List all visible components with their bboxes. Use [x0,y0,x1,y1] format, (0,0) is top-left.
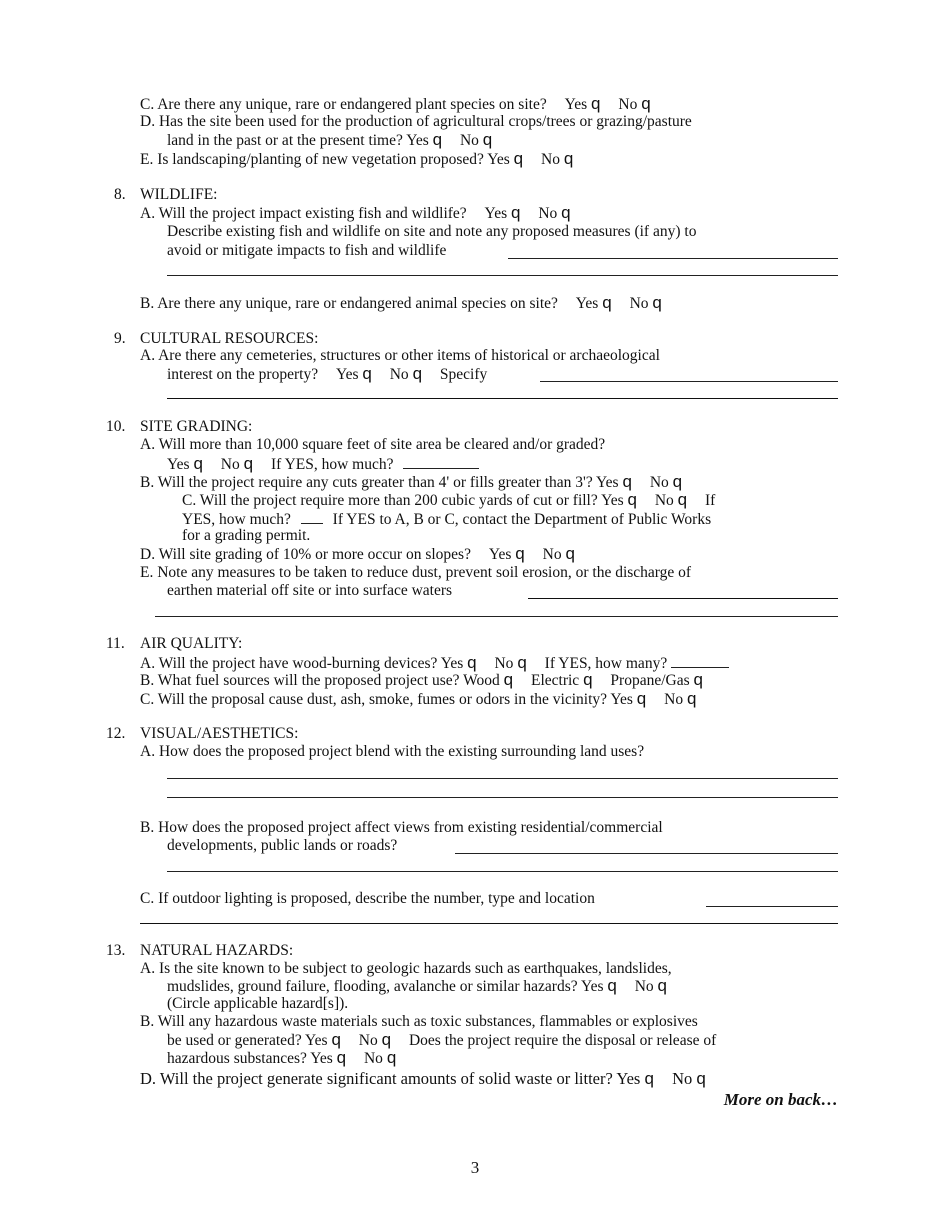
section-9-title: CULTURAL RESOURCES: [140,330,319,347]
checkbox-10b-no[interactable]: q [672,472,683,491]
answer-line-8a-2[interactable] [167,275,838,276]
question-7e: E. Is landscaping/planting of new vegetation proposed? Yes q No q [140,149,574,168]
checkbox-10d-no[interactable]: q [565,544,575,563]
section-8-number: 8. [114,186,126,203]
question-10c-line2: YES, how much? If YES to A, B or C, contact the Department of Public Works [182,511,712,528]
checkbox-10b-yes[interactable]: q [622,472,632,491]
question-13b-line1: B. Will any hazardous waste materials such as toxic substances, flammables or explosives [140,1013,698,1030]
more-on-back-note: More on back… [723,1090,838,1109]
section-13-title: NATURAL HAZARDS: [140,942,294,959]
question-10c: C. Will the project require more than 200 cubic yards of cut or fill? Yes q No q If [182,490,716,509]
checkbox-11b-electric[interactable]: q [583,670,593,689]
checkbox-8a-no[interactable]: q [561,203,571,222]
howmuch-field-10a[interactable] [403,454,479,469]
checkbox-11c-no[interactable]: q [686,689,697,708]
checkbox-13a-yes[interactable]: q [607,976,617,995]
question-10a-line1: A. Will more than 10,000 square feet of site area be cleared and/or graded? [140,436,606,453]
question-13a-line3: (Circle applicable hazard[s]). [167,995,349,1012]
question-7c: C. Are there any unique, rare or endangered plant species on site? Yes q No q [140,94,651,113]
checkbox-11b-propane[interactable]: q [693,670,703,689]
question-13b: be used or generated? Yes q No q Does the project require the disposal or release of [167,1030,717,1049]
checkbox-8a-yes[interactable]: q [510,203,521,222]
checkbox-13d-no[interactable]: q [696,1069,706,1088]
answer-line-10e-2[interactable] [155,616,838,617]
checkbox-13b2-yes[interactable]: q [336,1048,347,1067]
answer-line-8a-1[interactable] [508,258,838,259]
section-10-title: SITE GRADING: [140,418,253,435]
checkbox-11b-wood[interactable]: q [503,670,514,689]
checkbox-7c-no[interactable]: q [641,94,651,113]
question-12b-line1: B. How does the proposed project affect views from existing residential/commercial [140,819,663,836]
question-12c: C. If outdoor lighting is proposed, describe the number, type and location [140,890,595,907]
question-13a: mudslides, ground failure, flooding, avalanche or similar hazards? Yes q No q [167,976,668,995]
question-10d: D. Will site grading of 10% or more occur on slopes? Yes q No q [140,544,575,563]
question-7d: land in the past or at the present time? Yes q No q [167,130,493,149]
checkbox-7d-yes[interactable]: q [432,130,443,149]
question-12b-line2: developments, public lands or roads? [167,837,398,854]
checkbox-9a-no[interactable]: q [412,364,423,383]
question-13d: D. Will the project generate significant amounts of solid waste or litter? Yes q No q [140,1069,706,1088]
answer-line-12c-1[interactable] [706,906,838,907]
checkbox-13b2-no[interactable]: q [386,1048,397,1067]
question-8b: B. Are there any unique, rare or endangered animal species on site? Yes q No q [140,293,662,312]
answer-line-12c-2[interactable] [140,923,838,924]
answer-line-12a-1[interactable] [167,778,838,779]
section-12-number: 12. [106,725,126,742]
question-11b: B. What fuel sources will the proposed project use? Wood q Electric q Propane/Gas q [140,670,703,689]
answer-line-9a[interactable] [167,398,838,399]
checkbox-11a-no[interactable]: q [517,653,527,672]
question-10e-line1: E. Note any measures to be taken to reduce dust, prevent soil erosion, or the discharge of [140,564,692,581]
answer-line-12b-2[interactable] [167,871,838,872]
page-number: 3 [470,1158,480,1177]
checkbox-8b-no[interactable]: q [652,293,662,312]
checkbox-7d-no[interactable]: q [482,130,493,149]
section-8-title: WILDLIFE: [140,186,218,203]
checkbox-10d-yes[interactable]: q [515,544,525,563]
question-10b: B. Will the project require any cuts greater than 4' or fills greater than 3'? Yes q No q [140,472,683,491]
checkbox-8b-yes[interactable]: q [602,293,612,312]
checkbox-10c-no[interactable]: q [677,490,688,509]
question-8a-desc-line2: avoid or mitigate impacts to fish and wildlife [167,242,447,259]
question-8a: A. Will the project impact existing fish and wildlife? Yes q No q [140,203,571,222]
section-12-title: VISUAL/AESTHETICS: [140,725,299,742]
checkbox-7e-yes[interactable]: q [513,149,524,168]
section-11-number: 11. [106,635,125,652]
answer-line-10e-1[interactable] [528,598,838,599]
checkbox-10a-no[interactable]: q [243,454,254,473]
question-7d-line1: D. Has the site been used for the production of agricultural crops/trees or grazing/pasture [140,113,692,130]
section-11-title: AIR QUALITY: [140,635,243,652]
question-13b-line3: hazardous substances? Yes q No q [167,1048,397,1067]
howmuch-field-10c[interactable] [301,509,323,524]
howmany-field-11a[interactable] [671,653,729,668]
checkbox-13d-yes[interactable]: q [644,1069,654,1088]
question-13a-line1: A. Is the site known to be subject to geologic hazards such as earthquakes, landslides, [140,960,672,977]
checkbox-7c-yes[interactable]: q [591,94,601,113]
question-9a-line1: A. Are there any cemeteries, structures or other items of historical or archaeological [140,347,660,364]
checkbox-10a-yes[interactable]: q [193,454,203,473]
section-13-number: 13. [106,942,126,959]
question-7c-text: C. Are there any unique, rare or endangered plant species on site? [140,96,547,113]
question-12a: A. How does the proposed project blend with the existing surrounding land uses? [140,743,645,760]
question-10a: Yes q No q If YES, how much? [167,454,479,474]
question-10e-line2: earthen material off site or into surface waters [167,582,453,599]
checkbox-13b-no[interactable]: q [381,1030,392,1049]
checkbox-11c-yes[interactable]: q [636,689,647,708]
checkbox-7e-no[interactable]: q [563,149,574,168]
checkbox-13b-yes[interactable]: q [331,1030,341,1049]
question-10c-line3: for a grading permit. [182,527,311,544]
section-10-number: 10. [106,418,126,435]
checkbox-11a-yes[interactable]: q [467,653,477,672]
answer-line-12a-2[interactable] [167,797,838,798]
checkbox-13a-no[interactable]: q [657,976,668,995]
answer-line-12b-1[interactable] [455,853,838,854]
question-8a-desc-line1: Describe existing fish and wildlife on site and note any proposed measures (if any) to [167,223,697,240]
question-9a: interest on the property? Yes q No q Specify [167,364,488,383]
specify-line-9a[interactable] [540,381,838,382]
question-11c: C. Will the proposal cause dust, ash, smoke, fumes or odors in the vicinity? Yes q No q [140,689,697,708]
question-11a: A. Will the project have wood-burning devices? Yes q No q If YES, how many? [140,653,729,673]
checkbox-9a-yes[interactable]: q [362,364,372,383]
checkbox-10c-yes[interactable]: q [627,490,637,509]
section-9-number: 9. [114,330,126,347]
